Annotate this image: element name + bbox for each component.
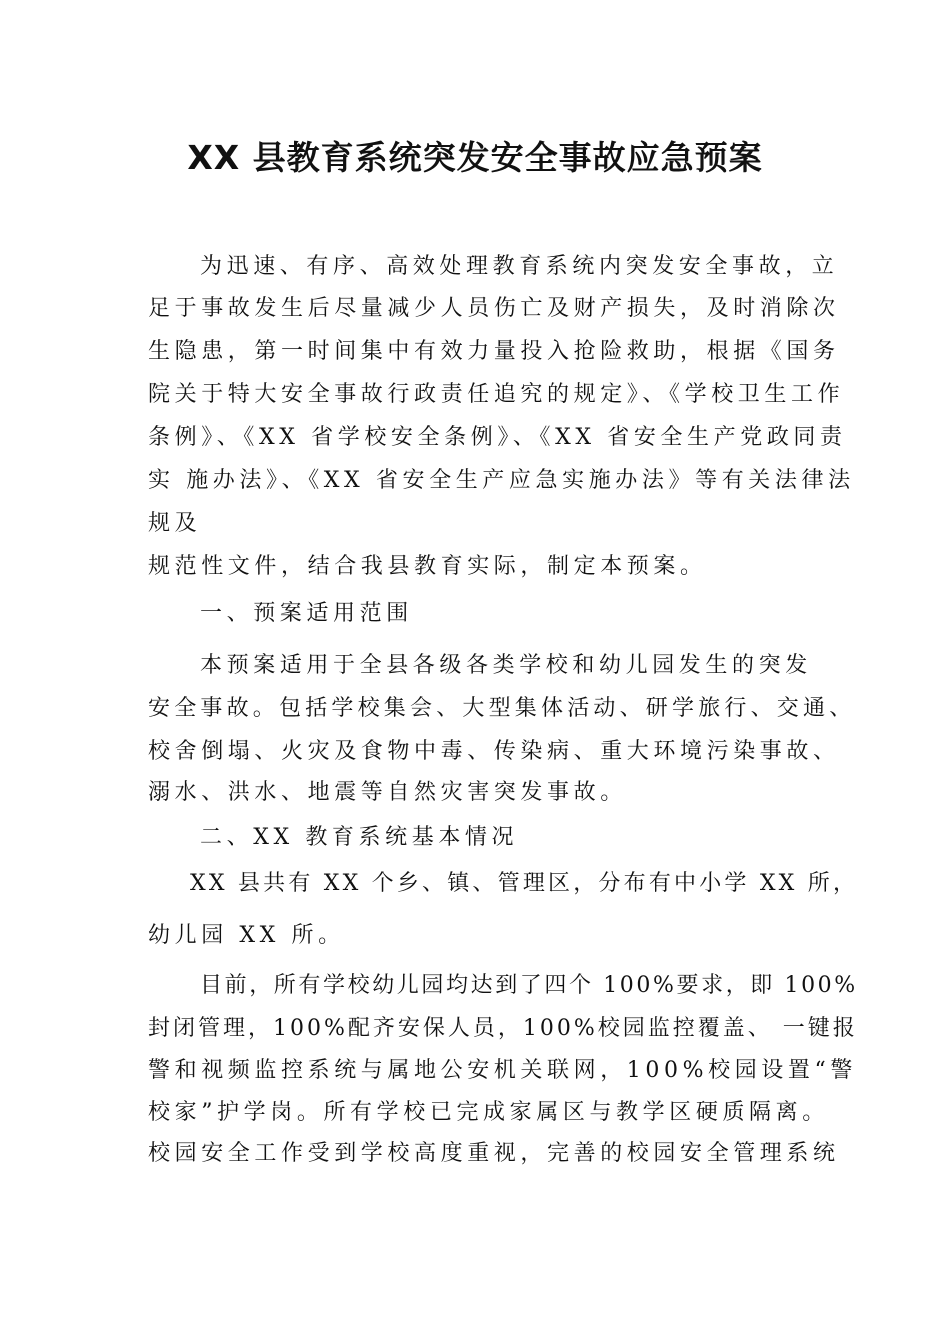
section-heading-overview: 二、XX 教育系统基本情况 <box>200 825 519 850</box>
body-line: 目前，所有学校幼儿园均达到了四个 100%要求，即 100% <box>200 973 858 998</box>
body-line: 幼儿园 XX 所。 <box>148 923 345 948</box>
body-line: 为迅速、有序、高效处理教育系统内突发安全事故，立 <box>200 254 839 279</box>
body-line: 条例》、《XX 省学校安全条例》、《XX 省安全生产党政同责 <box>148 425 847 450</box>
body-line: 警和视频监控系统与属地公安机关联网，100%校园设置“警 <box>148 1058 857 1083</box>
body-line: XX 县共有 XX 个乡、镇、管理区，分布有中小学 XX 所， <box>190 871 859 896</box>
section-heading-scope: 一、预案适用范围 <box>200 601 413 626</box>
body-line: 生隐患，第一时间集中有效力量投入抢险救助，根据《国务 <box>148 339 840 364</box>
body-line: 校园安全工作受到学校高度重视，完善的校园安全管理系统 <box>148 1141 840 1166</box>
body-line: 足于事故发生后尽量减少人员伤亡及财产损失，及时消除次 <box>148 296 840 321</box>
body-line: 溺水、洪水、地震等自然灾害突发事故。 <box>148 780 627 805</box>
body-line: 规范性文件，结合我县教育实际，制定本预案。 <box>148 554 707 579</box>
document-title: XX 县教育系统突发安全事故应急预案 <box>187 138 763 177</box>
body-line: 实 施办法》、《XX 省安全生产应急实施办法》等有关法律法 <box>148 468 855 493</box>
body-line: 本预案适用于全县各级各类学校和幼儿园发生的突发 <box>200 653 812 678</box>
body-line: 安全事故。包括学校集会、大型集体活动、研学旅行、交通、 <box>148 696 856 721</box>
body-line: 院关于特大安全事故行政责任追究的规定》、《学校卫生工作 <box>148 382 845 407</box>
body-line: 封闭管理，100%配齐安保人员，100%校园监控覆盖、 一键报 <box>148 1016 858 1041</box>
body-line: 规及 <box>148 511 202 536</box>
body-line: 校家”护学岗。所有学校已完成家属区与教学区硬质隔离。 <box>148 1100 829 1125</box>
body-line: 校舍倒塌、火灾及食物中毒、传染病、重大环境污染事故、 <box>148 739 840 764</box>
